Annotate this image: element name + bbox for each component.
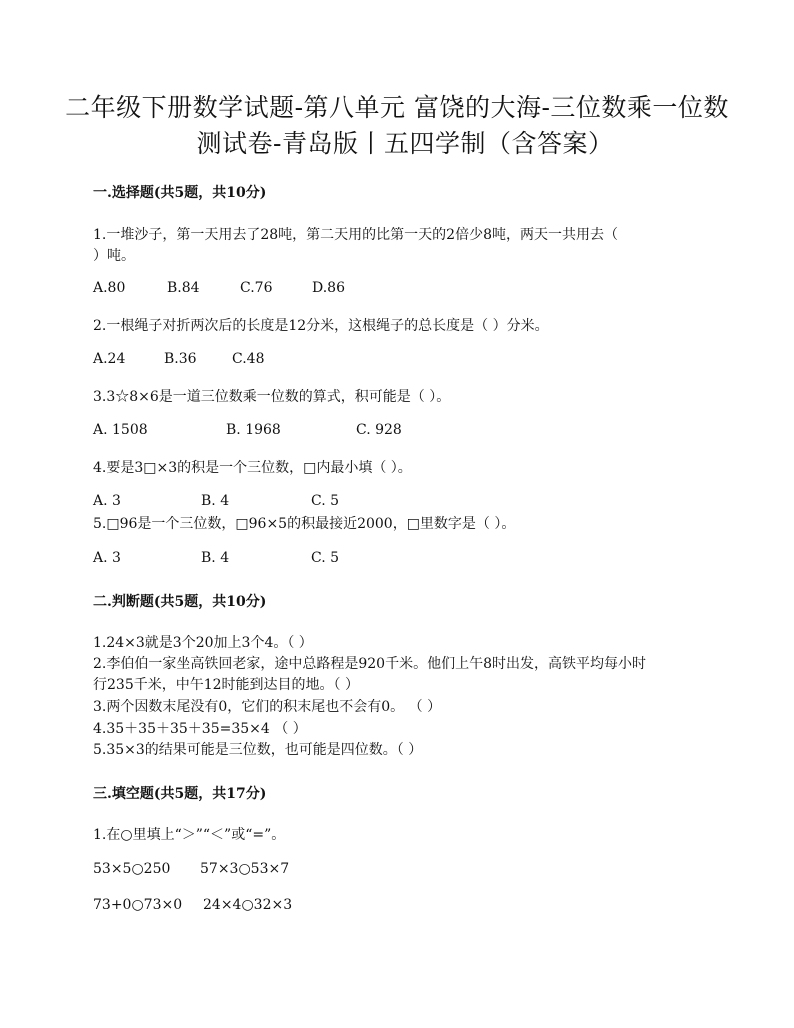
choice-q5-option-c: C. 5: [311, 550, 340, 566]
choice-q3-option-b: B. 1968: [226, 422, 281, 438]
title-line-1: 二年级下册数学试题-第八单元 富饶的大海-三位数乘一位数: [65, 93, 729, 122]
choice-q1-option-a: A.80: [93, 280, 126, 296]
choice-q1-line1: 1.一堆沙子，第一天用去了28吨，第二天用的比第一天的2倍少8吨，两天一共用去（: [93, 227, 618, 243]
fill-q1: 1.在○里填上“＞”“＜”或“=”。: [93, 827, 286, 843]
fill-q1-expr-3: 73+0○73×0: [93, 897, 183, 913]
title-line-2: 测试卷-青岛版丨五四学制（含答案）: [196, 129, 614, 158]
judge-q4: 4.35＋35＋35＋35=35×4 （ ）: [93, 721, 307, 737]
fill-q1-expr-1: 53×5○250: [93, 861, 171, 877]
choice-q4-option-c: C. 5: [311, 493, 340, 509]
choice-q1-line2: ）吨。: [93, 248, 135, 264]
section-heading-judge: 二.判断题(共5题，共10分): [93, 594, 267, 610]
choice-q1-option-d: D.86: [312, 280, 345, 296]
choice-q2: 2.一根绳子对折两次后的长度是12分米，这根绳子的总长度是（ ）分米。: [93, 318, 549, 334]
choice-q5-option-b: B. 4: [201, 550, 230, 566]
judge-q1: 1.24×3就是3个20加上3个4。（ ）: [93, 635, 313, 651]
choice-q3-option-c: C. 928: [356, 422, 402, 438]
choice-q2-option-b: B.36: [164, 351, 197, 367]
choice-q1-option-c: C.76: [240, 280, 273, 296]
choice-q4: 4.要是3□×3的积是一个三位数，□内最小填（ ）。: [93, 460, 412, 476]
choice-q3: 3.3☆8×6是一道三位数乘一位数的算式，积可能是（ ）。: [93, 389, 451, 405]
choice-q2-option-c: C.48: [232, 351, 265, 367]
judge-q2-line1: 2.李伯伯一家坐高铁回老家，途中总路程是920千米。他们上午8时出发，高铁平均每小时: [93, 656, 646, 672]
section-heading-choice: 一.选择题(共5题，共10分): [93, 185, 267, 201]
fill-q1-expr-4: 24×4○32×3: [203, 897, 293, 913]
choice-q1-option-b: B.84: [167, 280, 200, 296]
choice-q4-option-a: A. 3: [93, 493, 121, 509]
fill-q1-expr-2: 57×3○53×7: [200, 861, 290, 877]
choice-q5: 5.□96是一个三位数，□96×5的积最接近2000，□里数字是（ ）。: [93, 516, 516, 532]
judge-q5: 5.35×3的结果可能是三位数，也可能是四位数。（ ）: [93, 742, 423, 758]
judge-q2-line2: 行235千米，中午12时能到达目的地。（ ）: [93, 677, 359, 693]
section-heading-fill: 三.填空题(共5题，共17分): [93, 786, 267, 802]
choice-q4-option-b: B. 4: [201, 493, 230, 509]
choice-q2-option-a: A.24: [93, 351, 126, 367]
choice-q3-option-a: A. 1508: [93, 422, 148, 438]
judge-q3: 3.两个因数末尾没有0，它们的积末尾也不会有0。 （ ）: [93, 699, 442, 715]
choice-q5-option-a: A. 3: [93, 550, 121, 566]
